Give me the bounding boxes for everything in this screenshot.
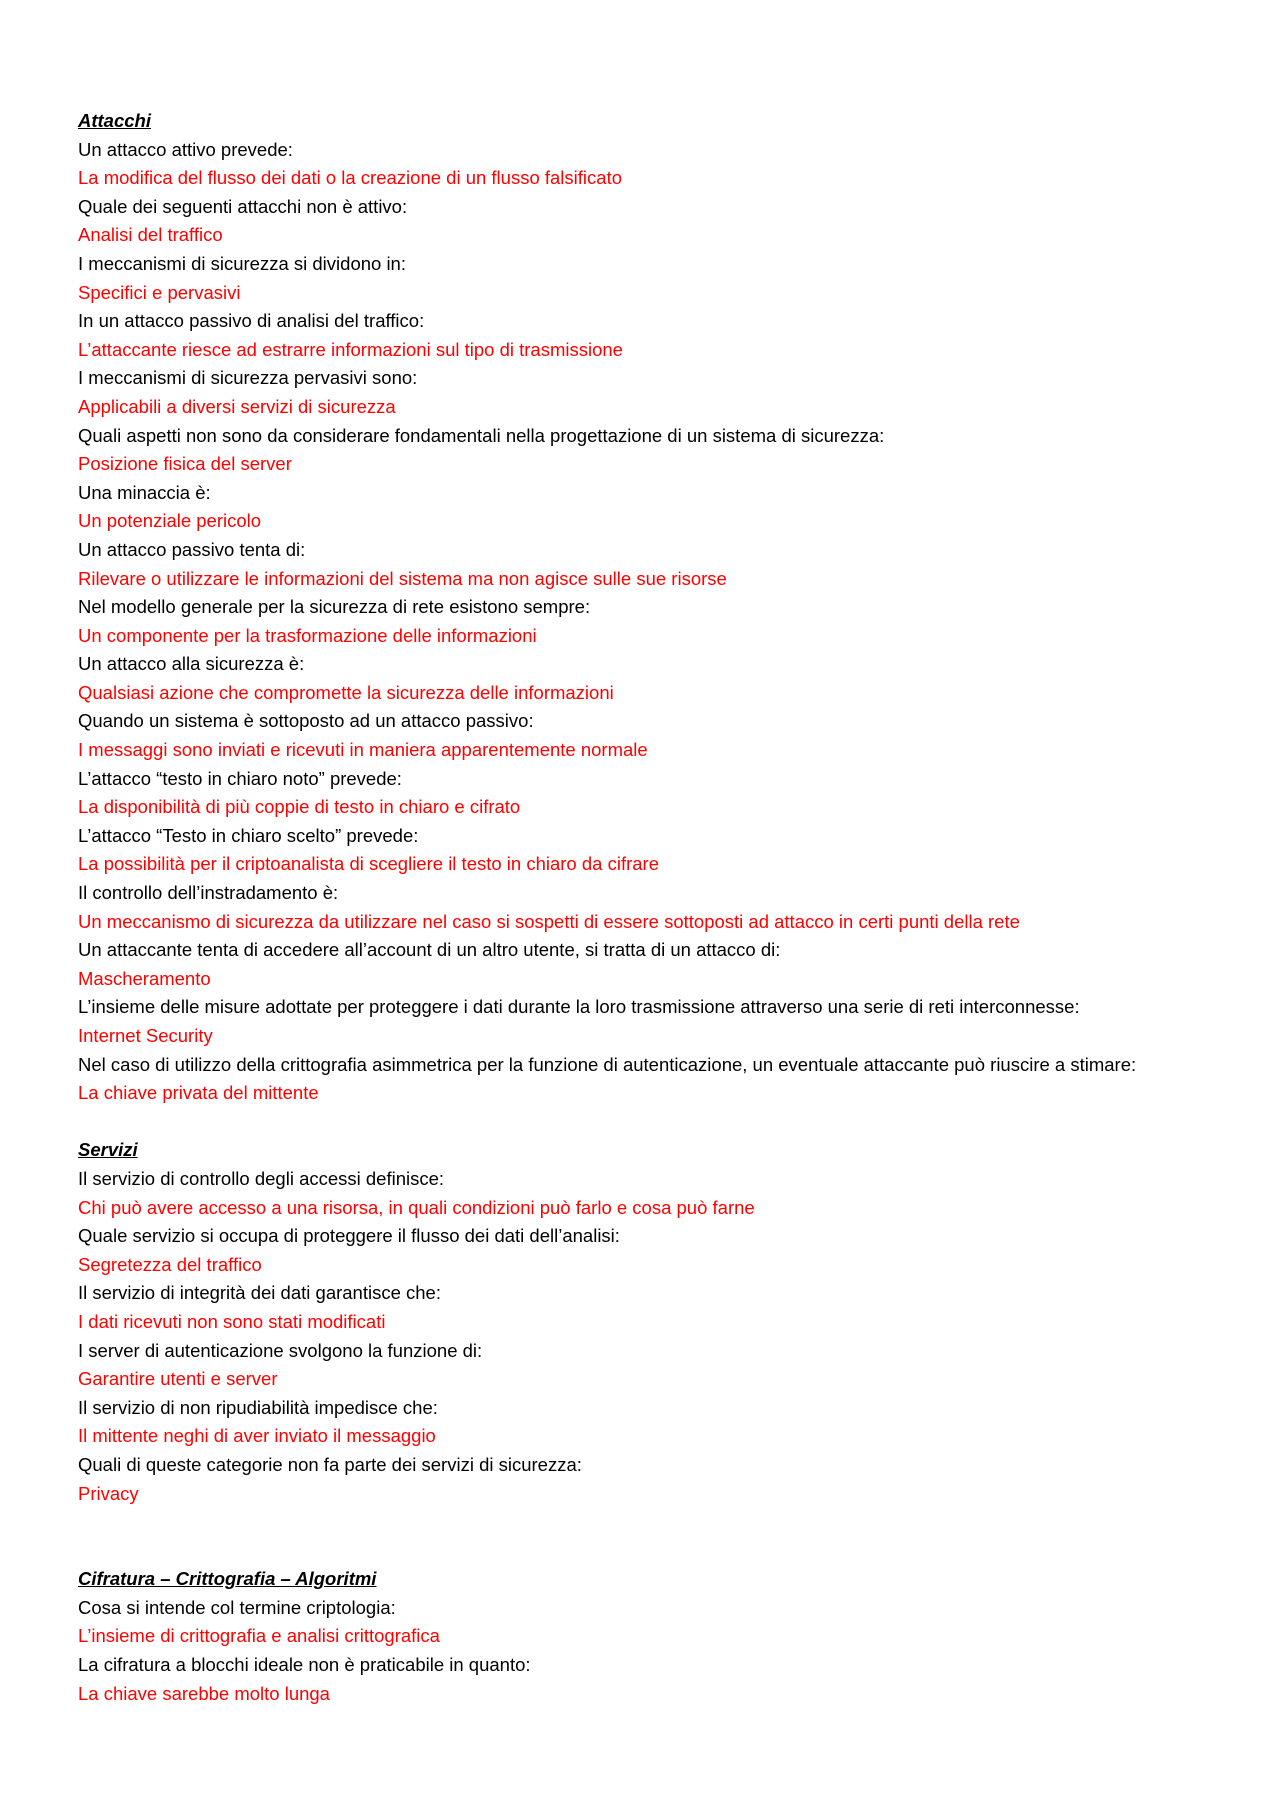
answer: Garantire utenti e server	[78, 1368, 278, 1390]
question: Un attaccante tenta di accedere all’account di un altro utente, si tratta di un attacco di:	[78, 939, 781, 961]
answer: Specifici e pervasivi	[78, 281, 241, 303]
answer: Rilevare o utilizzare le informazioni del sistema ma non agisce sulle sue risorse	[78, 567, 727, 589]
section-attacchi	[78, 107, 1220, 1108]
answer: Il mittente neghi di aver inviato il messaggio	[78, 1425, 436, 1447]
section-heading: Cifratura – Crittografia – Algoritmi	[78, 1568, 377, 1590]
answer: I messaggi sono inviati e ricevuti in maniera apparentemente normale	[78, 739, 648, 761]
answer: Mascheramento	[78, 967, 211, 989]
answer: La possibilità per il criptoanalista di scegliere il testo in chiaro da cifrare	[78, 853, 659, 875]
section-servizi	[78, 1136, 1220, 1508]
question: Quali di queste categorie non fa parte dei servizi di sicurezza:	[78, 1453, 582, 1475]
answer: L’attaccante riesce ad estrarre informazioni sul tipo di trasmissione	[78, 338, 623, 360]
answer: La chiave privata del mittente	[78, 1082, 319, 1104]
answer: Analisi del traffico	[78, 224, 223, 246]
question: I server di autenticazione svolgono la funzione di:	[78, 1339, 483, 1361]
question: Nel modello generale per la sicurezza di rete esistono sempre:	[78, 596, 591, 618]
question: Quale dei seguenti attacchi non è attivo:	[78, 195, 408, 217]
question: Il controllo dell’instradamento è:	[78, 882, 339, 904]
answer: Privacy	[78, 1482, 139, 1504]
question: Quale servizio si occupa di proteggere il flusso dei dati dell’analisi:	[78, 1225, 620, 1247]
question: In un attacco passivo di analisi del traffico:	[78, 310, 425, 332]
section-cifratura	[78, 1565, 1220, 1708]
question: Un attacco attivo prevede:	[78, 138, 293, 160]
question: Il servizio di controllo degli accessi definisce:	[78, 1167, 445, 1189]
section-spacer	[78, 1508, 1220, 1565]
section-heading: Attacchi	[78, 110, 151, 131]
question: Quali aspetti non sono da considerare fondamentali nella progettazione di un sistema di sicurezza:	[78, 424, 885, 446]
question: Una minaccia è:	[78, 481, 211, 503]
answer: La chiave sarebbe molto lunga	[78, 1682, 330, 1704]
answer: Un meccanismo di sicurezza da utilizzare nel caso si sospetti di essere sottoposti ad attacco in certi punti della rete	[78, 910, 1020, 932]
question: Nel caso di utilizzo della crittografia asimmetrica per la funzione di autenticazione, un eventuale attaccante può riuscire a stimare:	[78, 1053, 1137, 1075]
question: L’attacco “testo in chiaro noto” prevede:	[78, 767, 402, 789]
question: I meccanismi di sicurezza pervasivi sono:	[78, 367, 418, 389]
question: Cosa si intende col termine criptologia:	[78, 1596, 396, 1618]
section-heading: Servizi	[78, 1139, 138, 1161]
answer: Un potenziale pericolo	[78, 510, 262, 532]
answer: Qualsiasi azione che compromette la sicurezza delle informazioni	[78, 681, 614, 703]
answer: Internet Security	[78, 1025, 213, 1046]
answer: L’insieme di crittografia e analisi crittografica	[78, 1625, 440, 1647]
answer: I dati ricevuti non sono stati modificati	[78, 1310, 386, 1332]
question: L’attacco “Testo in chiaro scelto” prevede:	[78, 824, 419, 846]
question: Un attacco alla sicurezza è:	[78, 653, 305, 675]
question: L’insieme delle misure adottate per proteggere i dati durante la loro trasmissione attraverso una serie di reti interconnesse:	[78, 996, 1080, 1018]
answer: Applicabili a diversi servizi di sicurezza	[78, 395, 396, 417]
question: Un attacco passivo tenta di:	[78, 538, 306, 560]
section-spacer	[78, 1108, 1220, 1137]
question: La cifratura a blocchi ideale non è praticabile in quanto:	[78, 1654, 531, 1676]
question: Quando un sistema è sottoposto ad un attacco passivo:	[78, 710, 534, 732]
answer: La disponibilità di più coppie di testo in chiaro e cifrato	[78, 796, 521, 818]
answer: Posizione fisica del server	[78, 453, 292, 475]
answer: La modifica del flusso dei dati o la creazione di un flusso falsificato	[78, 167, 622, 189]
question: I meccanismi di sicurezza si dividono in:	[78, 252, 406, 274]
answer: Un componente per la trasformazione delle informazioni	[78, 624, 537, 646]
answer: Chi può avere accesso a una risorsa, in quali condizioni può farlo e cosa può farne	[78, 1196, 755, 1218]
answer: Segretezza del traffico	[78, 1253, 262, 1275]
question: Il servizio di non ripudiabilità impedisce che:	[78, 1396, 438, 1418]
question: Il servizio di integrità dei dati garantisce che:	[78, 1282, 441, 1304]
